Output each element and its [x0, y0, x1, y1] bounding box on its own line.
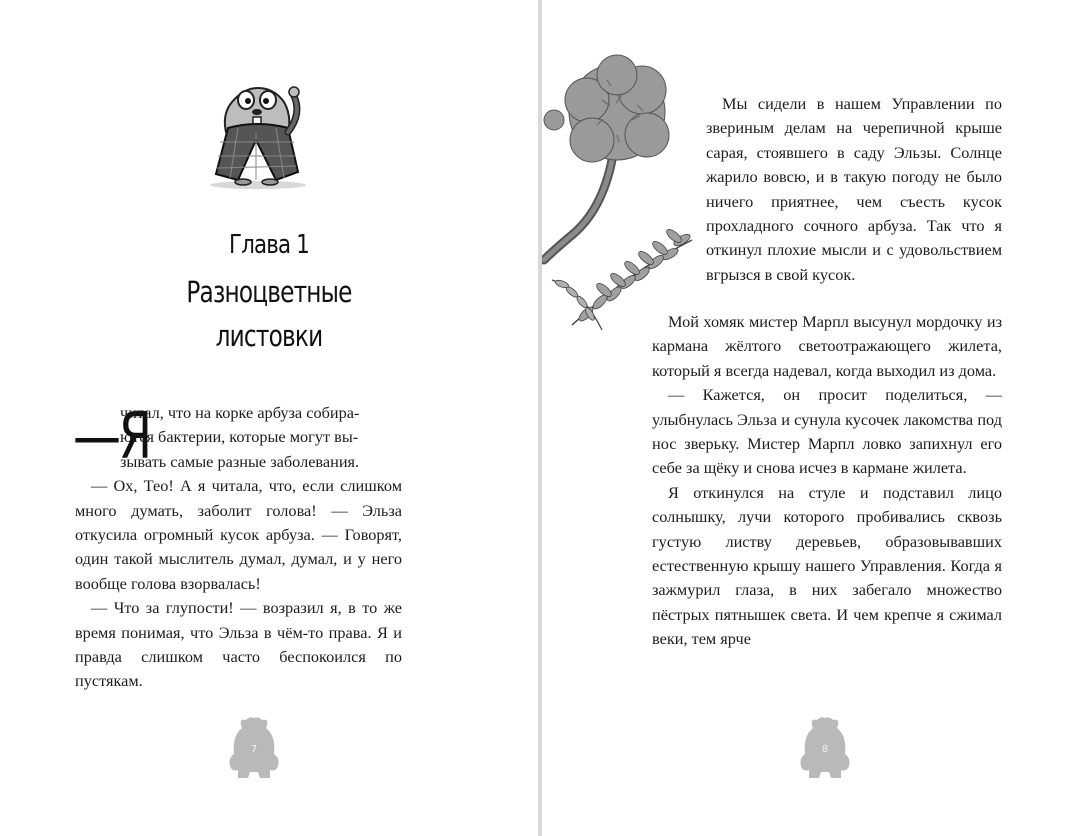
right-body-text: [652, 310, 1002, 652]
chapter-title-line2: листовки: [215, 319, 323, 353]
drop-cap: —Я: [73, 400, 150, 474]
paragraph-line: зывать самые разные заболевания.: [120, 451, 360, 471]
paragraph: — Что за глупости! — возразил я, в то же время понимая, что Эльза в чём-то права. Я и правда слишком часто беспокоился по пустякам.: [75, 598, 402, 691]
paragraph: — Ох, Тео! А я читала, что, если слишком много думать, заболит голова! — Эльза откусила огромный кусок арбуза. — Говорят, один такой мыслитель думал, думал, и у него вообще голова взорвалась!: [75, 476, 402, 593]
left-page: [0, 0, 539, 836]
chapter-title-line1: Разноцветные: [186, 275, 352, 309]
paragraph: Мы сидели в нашем Управлении по звериным делам на черепичной крыше сарая, стоявшего в саду Эльзы. Солнце жарило вовсю, и в такую погоду не было ничего приятнее, чем съесть кусок прохладного сочного арбуза. Так что я откинул плохие мысли и с удовольствием вгрызся в свой кусок.: [706, 94, 1002, 284]
paragraph: Я откинулся на стуле и подставил лицо солнышку, лучи которого пробивались сквозь густую листву деревьев, образовывавших естественную крышу нашего Управления. Когда я зажмурил глаза, в них забегало множество пёстрых пятнышек света. И чем крепче я сжимал веки, тем ярче: [652, 482, 1002, 649]
paragraph-line: читал, что на корке арбуза собира-: [120, 403, 360, 422]
page-number-badge: [224, 714, 284, 782]
chapter-title: [54, 270, 484, 358]
hamster-in-coat-icon: [198, 62, 318, 192]
page-number-badge: [795, 714, 855, 782]
chapter-label: Глава 1: [229, 230, 309, 260]
dandelion-and-fern-icon: [542, 40, 702, 340]
left-body-text: [75, 401, 402, 694]
paragraph: Мой хомяк мистер Марпл высунул мордочку из кармана жёлтого светоотражающего жилета, который я всегда надевал, когда выходил из дома.: [652, 312, 1002, 380]
paragraph: — Кажется, он просит поделиться, — улыбнулась Эльза и сунула кусочек лакомства под нос зверьку. Мистер Марпл ловко запихнул его себе за щёку и снова исчез в кармане жилета.: [652, 385, 1002, 478]
page-number: 8: [821, 744, 829, 755]
right-body-text-top: [706, 92, 1002, 287]
paragraph-line: ются бактерии, которые могут вы-: [120, 427, 359, 447]
page-number: 7: [250, 744, 258, 755]
